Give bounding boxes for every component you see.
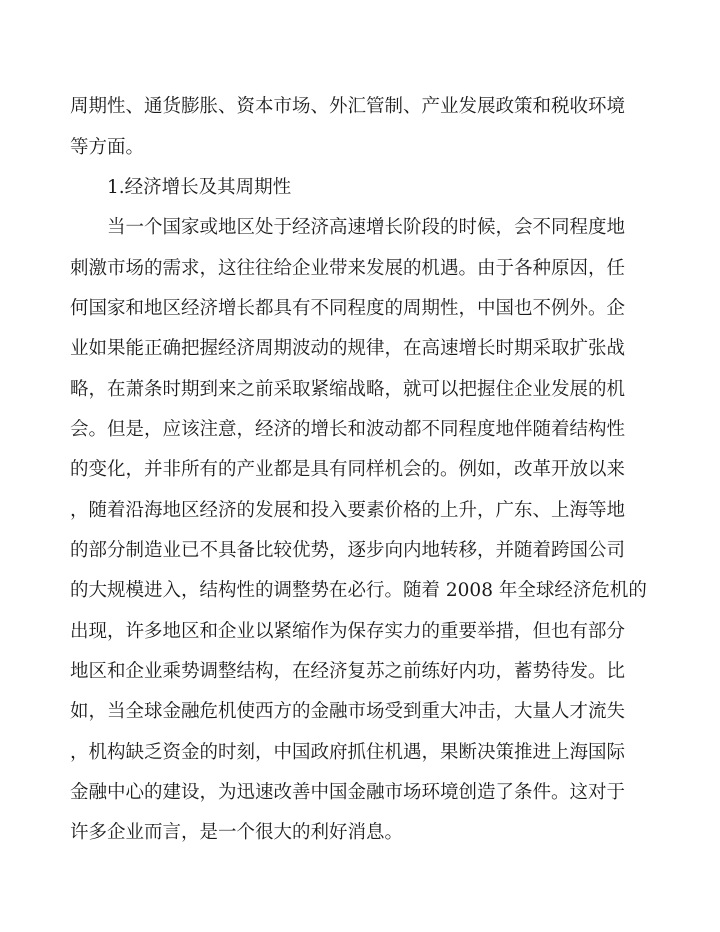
text-line: 出现，许多地区和企业以紧缩作为保存实力的重要举措，但也有部分: [70, 621, 626, 642]
text-line: 略，在萧条时期到来之前采取紧缩战略，就可以把握住企业发展的机: [70, 379, 626, 400]
text-line: 周期性、通货膨胀、资本市场、外汇管制、产业发展政策和税收环境: [70, 96, 626, 117]
text-line: 的大规模进入，结构性的调整势在必行。随着 2008 年全球经济危机的: [70, 580, 647, 601]
text-line: 何国家和地区经济增长都具有不同程度的周期性，中国也不例外。企: [70, 298, 626, 319]
text-line: 等方面。: [70, 137, 145, 158]
text-line: 如，当全球金融危机使西方的金融市场受到重大冲击，大量人才流失: [70, 701, 626, 722]
text-line: 刺激市场的需求，这往往给企业带来发展的机遇。由于各种原因，任: [70, 258, 626, 279]
text-line: 业如果能正确把握经济周期波动的规律，在高速增长时期采取扩张战: [70, 338, 626, 359]
text-line: ，随着沿海地区经济的发展和投入要素价格的上升，广东、上海等地: [70, 500, 626, 521]
text-line: 地区和企业乘势调整结构，在经济复苏之前练好内功，蓄势待发。比: [70, 661, 626, 682]
section-heading: 1.经济增长及其周期性: [107, 177, 292, 198]
text-line: 的变化，并非所有的产业都是具有同样机会的。例如，改革开放以来: [70, 459, 626, 480]
text-line: 当一个国家或地区处于经济高速增长阶段的时候，会不同程度地: [107, 217, 626, 238]
text-line: 许多企业而言，是一个很大的利好消息。: [70, 822, 404, 843]
text-line: 的部分制造业已不具备比较优势，逐步向内地转移，并随着跨国公司: [70, 540, 626, 561]
text-line: 金融中心的建设，为迅速改善中国金融市场环境创造了条件。这对于: [70, 782, 626, 803]
text-line: ，机构缺乏资金的时刻，中国政府抓住机遇，果断决策推进上海国际: [70, 742, 626, 763]
text-line: 会。但是，应该注意，经济的增长和波动都不同程度地伴随着结构性: [70, 419, 626, 440]
